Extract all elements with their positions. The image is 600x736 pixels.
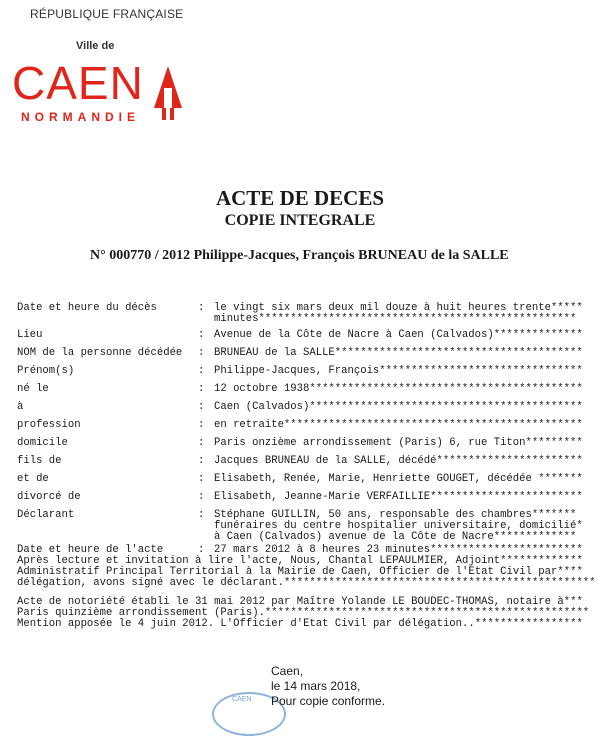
closing-paragraph-line: Après lecture et invitation à lire l'acte, Nous, Chantal LEPAULMIER, Adjoint************* [17,555,583,567]
row-label-divorce-de: divorcé de [17,491,81,503]
row-value-fils-de: Jacques BRUNEAU de la SALLE, décédé*********************** [214,455,583,467]
row-colon: : [198,509,205,521]
republique-francaise-label: RÉPUBLIQUE FRANÇAISE [30,7,184,21]
row-label-et-de: et de [17,473,49,485]
row-value-domicile: Paris onzième arrondissement (Paris) 6, rue Titon********* [214,437,583,449]
row-value-date-acte: 27 mars 2012 à 8 heures 23 minutes************************ [214,544,583,556]
normandie-label: NORMANDIE [21,110,140,124]
row-value-declarant-1: Stéphane GUILLIN, 50 ans, responsable des chambres******* [214,509,577,521]
row-value-date-deces-1: le vingt six mars deux mil douze à huit heures trente***** [214,302,583,314]
row-label-prenoms: Prénom(s) [17,365,75,377]
mention-paragraph-line: Paris quinzième arrondissement (Paris).*************************************************** [17,607,590,619]
row-label-date-deces: Date et heure du décès [17,302,157,314]
row-value-a: Caen (Calvados)******************************************* [214,401,583,413]
row-colon: : [198,437,205,449]
row-label-ne-le: né le [17,383,49,395]
row-colon: : [198,491,205,503]
footer-city: Caen, [271,664,304,678]
row-value-date-deces-2: minutes************************************************** [214,313,577,325]
row-colon: : [198,473,205,485]
row-value-nom: BRUNEAU de la SALLE*************************************** [214,347,583,359]
row-value-profession: en retraite*********************************************** [214,419,583,431]
closing-paragraph-line: Administratif Principal Territorial à la Mairie de Caen, Officier de l'Etat Civil par**** [17,566,583,578]
row-value-ne-le: 12 octobre 1938******************************************* [214,383,583,395]
row-colon: : [198,383,205,395]
row-value-lieu: Avenue de la Côte de Nacre à Caen (Calvados)************** [214,329,583,341]
row-colon: : [198,347,205,359]
row-value-declarant-3: à Caen (Calvados) avenue de la Côte de Nacre************* [214,531,577,543]
official-stamp-text: CAEN [232,696,252,703]
closing-paragraph-line: délégation, avons signé avec le déclarant.************************************************* [17,577,596,589]
row-value-et-de: Elisabeth, Renée, Marie, Henriette GOUGET, décédée ******* [214,473,583,485]
row-label-declarant: Déclarant [17,509,75,521]
document-title: ACTE DE DECES [215,186,385,210]
caen-logo: CAEN [12,57,144,109]
row-colon: : [198,544,205,556]
row-label-nom: NOM de la personne décédée [17,347,183,359]
row-value-declarant-2: funéraires du centre hospitalier universitaire, domicilié* [214,520,583,532]
document-subtitle: COPIE INTEGRALE [224,212,376,229]
acte-number: N° 000770 / 2012 Philippe-Jacques, François BRUNEAU de la SALLE [90,248,509,263]
row-label-a: à [17,401,24,413]
row-label-lieu: Lieu [17,329,43,341]
footer-certification: Pour copie conforme. [271,694,386,708]
row-label-domicile: domicile [17,437,68,449]
caen-logo-mark-icon [150,64,186,122]
row-colon: : [198,419,205,431]
row-colon: : [198,329,205,341]
mention-paragraph-line: Mention apposée le 4 juin 2012. L'Officier d'Etat Civil par délégation..***************** [17,618,583,630]
row-colon: : [198,401,205,413]
row-colon: : [198,455,205,467]
footer-date: le 14 mars 2018, [271,679,361,693]
row-label-fils-de: fils de [17,455,62,467]
row-colon: : [198,302,205,314]
row-value-prenoms: Philippe-Jacques, François******************************** [214,365,583,377]
row-value-divorce-de: Elisabeth, Jeanne-Marie VERFAILLIE************************ [214,491,583,503]
row-label-profession: profession [17,419,81,431]
row-colon: : [198,365,205,377]
ville-de-label: Ville de [76,40,115,52]
row-label-date-acte: Date et heure de l'acte [17,544,164,556]
mention-paragraph-line: Acte de notoriété établi le 31 mai 2012 par Maître Yolande LE BOUDEC-THOMAS, notaire à*** [17,596,583,608]
